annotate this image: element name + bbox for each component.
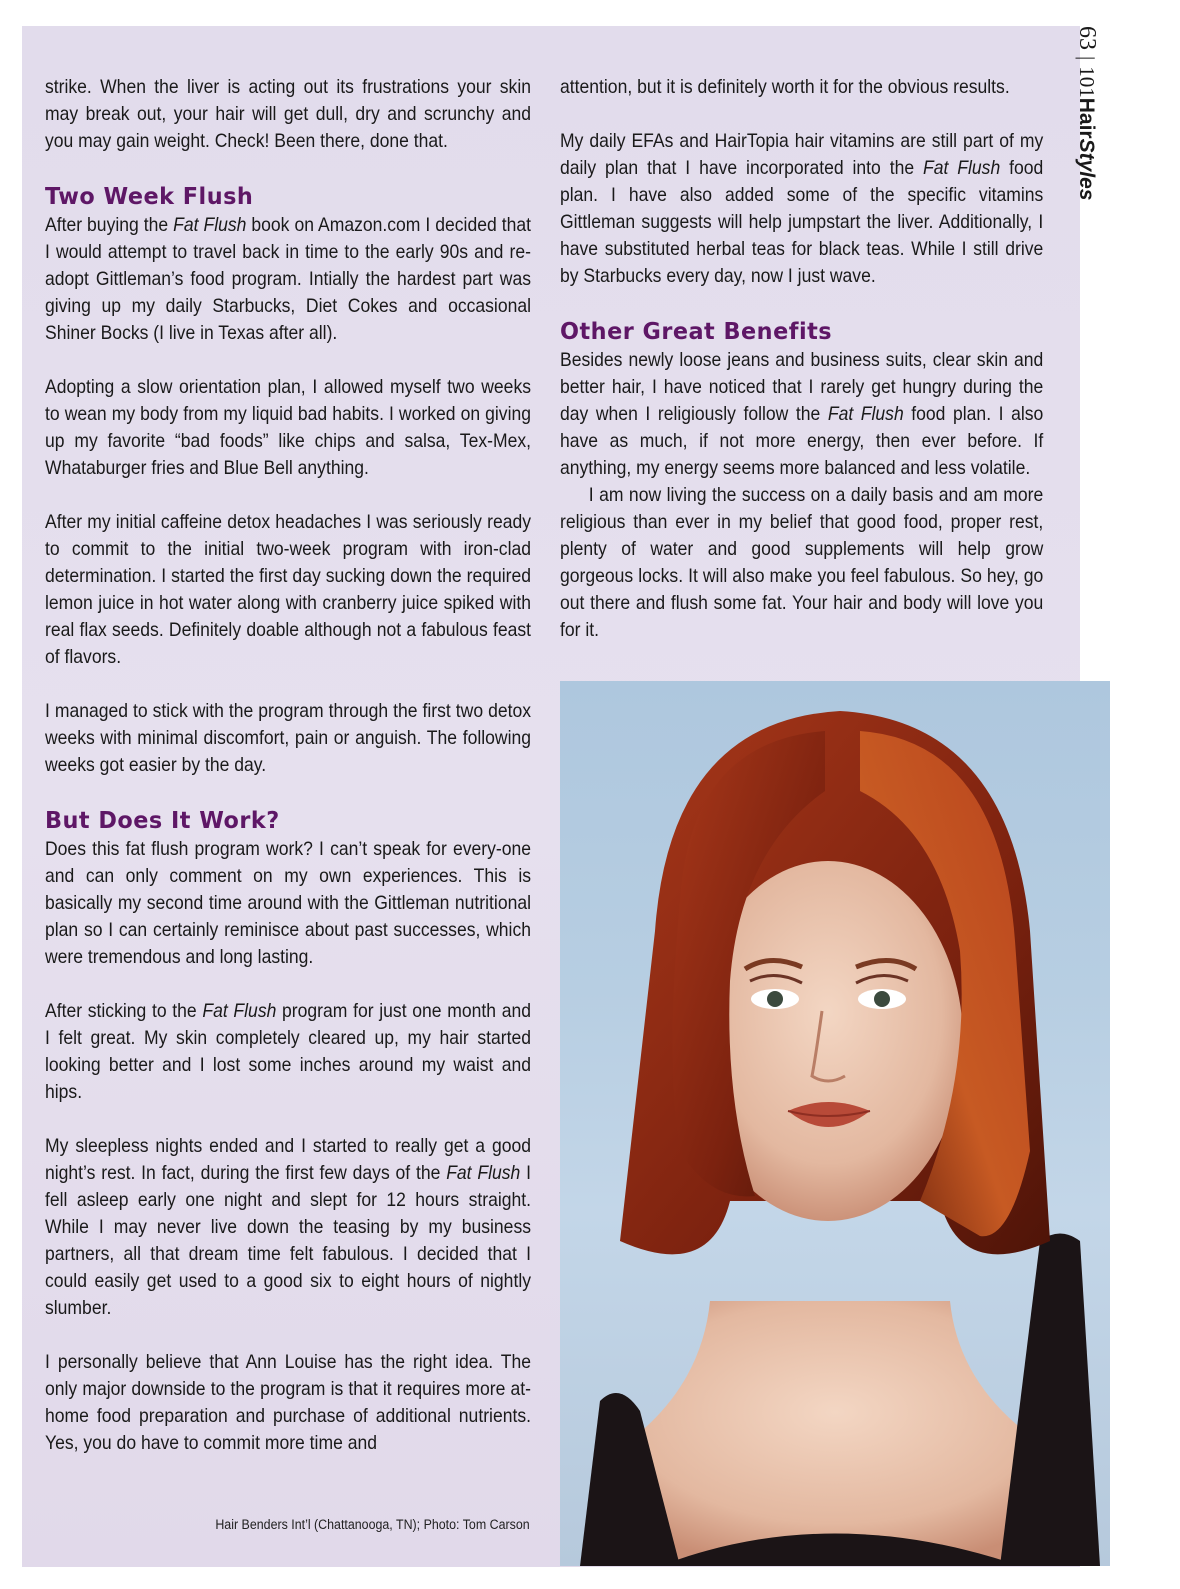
paragraph: I managed to stick with the program through the first two detox weeks with minimal discomfort, pain or anguish. The following weeks got easier by the day. <box>45 700 531 776</box>
paragraph: I am now living the success on a daily basis and am more religious than ever in my belief that good food, proper rest, plenty of water and good supplements will help grow gorgeous locks. It will also make you feel fabulous. So hey, go out there and flush some fat. Your hair and body will love you for it. <box>560 484 1044 641</box>
portrait-illustration <box>560 681 1110 1566</box>
paragraph: After buying the Fat Flush book on Amazon.com I decided that I would attempt to travel back in time to the early 90s and re-adopt Gittleman’s food program. Intially the hardest part was giving up my daily Starbucks, Diet Cokes and occasional Shiner Bocks (I live in Texas after all). <box>45 214 531 344</box>
paragraph: Does this fat flush program work? I can’t speak for every-one and can only comment on my own experiences. This is basically my second time around with the Gittleman nutritional plan so I can certainly reminisce about past successes, which were tremendous and long lasting. <box>45 838 531 968</box>
paragraph: My sleepless nights ended and I started to really get a good night’s rest. In fact, during the first few days of the Fat Flush I fell asleep early one night and slept for 12 hours straight. While I may never live down the teasing by my business partners, all that dream time felt fabulous. I decided that I could easily get used to a good six to eight hours of nightly slumber. <box>45 1135 531 1319</box>
model-photo <box>560 681 1110 1566</box>
section-heading: But Does It Work? <box>45 808 280 834</box>
page-folio <box>1074 26 1117 246</box>
article-column-left <box>45 74 531 1457</box>
section-heading: Two Week Flush <box>45 184 254 210</box>
paragraph: Adopting a slow orientation plan, I allowed myself two weeks to wean my body from my liquid bad habits. I worked on giving up my favorite “bad foods” like chips and salsa, Tex-Mex, Whataburger fries and Blue Bell anything. <box>45 376 531 479</box>
paragraph: attention, but it is definitely worth it for the obvious results. <box>560 76 1010 98</box>
folio-separator: | <box>1075 56 1099 61</box>
article-column-right <box>560 74 1043 644</box>
page-number: 63 <box>1074 26 1100 50</box>
paragraph: My daily EFAs and HairTopia hair vitamins are still part of my daily plan that I have incorporated into the Fat Flush food plan. I have also added some of the specific vitamins Gittleman suggests will help jumpstart the liver. Additionally, I have substituted herbal teas for black teas. While I still drive by Starbucks every day, now I just wave. <box>560 130 1044 287</box>
paragraph: Besides newly loose jeans and business suits, clear skin and better hair, I have noticed that I rarely get hungry during the day when I religiously follow the Fat Flush food plan. I also have as much, if not more energy, then ever before. If anything, my energy seems more balanced and less volatile. <box>560 349 1044 479</box>
paragraph: strike. When the liver is acting out its frustrations your skin may break out, your hair will get dull, dry and scrunchy and you may gain weight. Check! Been there, done that. <box>45 76 531 152</box>
paragraph: I personally believe that Ann Louise has the right idea. The only major downside to the program is that it requires more at-home food preparation and purchase of additional nutrients. Yes, you do have to commit more time and <box>45 1351 531 1454</box>
photo-credit: Hair Benders Int’l (Chattanooga, TN); Photo: Tom Carson <box>215 1517 530 1532</box>
paragraph: After sticking to the Fat Flush program for just one month and I felt great. My skin completely cleared up, my hair started looking better and I lost some inches around my waist and hips. <box>45 1000 531 1103</box>
paragraph: After my initial caffeine detox headaches I was seriously ready to commit to the initial two-week program with iron-clad determination. I started the first day sucking down the required lemon juice in hot water along with cranberry juice spiked with real flax seeds. Definitely doable although not a fabulous feast of flavors. <box>45 511 531 668</box>
section-heading: Other Great Benefits <box>560 319 833 345</box>
magazine-name: 101HairStyles <box>1075 66 1099 201</box>
